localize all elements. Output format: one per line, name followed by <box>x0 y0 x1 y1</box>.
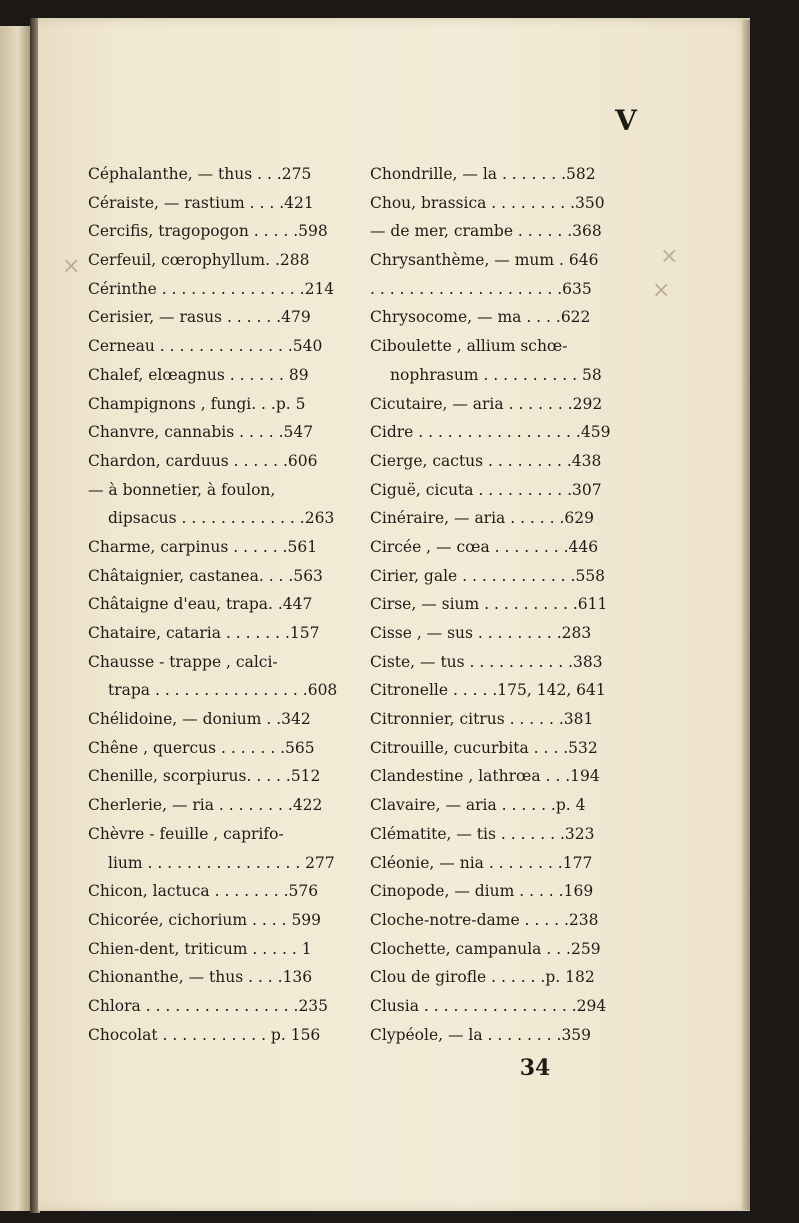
index-entry: Citronelle . . . . .175, 142, 641 <box>370 681 606 700</box>
page-folio: V <box>615 104 637 137</box>
index-entry: Chien-dent, triticum . . . . . 1 <box>88 939 312 958</box>
pencil-mark: × <box>660 244 679 269</box>
index-entry: — de mer, crambe . . . . . .368 <box>370 222 602 241</box>
index-entry: Cicutaire, — aria . . . . . . .292 <box>370 394 603 413</box>
index-entry: Chardon, carduus . . . . . .606 <box>88 451 318 470</box>
index-entry: Cinopode, — dium . . . . .169 <box>370 882 594 901</box>
index-entry: Cléonie, — nia . . . . . . . .177 <box>370 853 593 872</box>
index-entry: Chêne , quercus . . . . . . .565 <box>88 738 315 757</box>
index-entry: Chataire, cataria . . . . . . .157 <box>88 624 320 642</box>
index-entry: Chionanthe, — thus . . . .136 <box>88 968 313 987</box>
index-entry: Cinéraire, — aria . . . . . .629 <box>370 509 595 528</box>
index-entry: Chrysocome, — ma . . . .622 <box>370 308 591 327</box>
index-entry: Chicon, lactuca . . . . . . . .576 <box>88 882 319 901</box>
signature-mark: 34 <box>519 1055 551 1081</box>
index-entry: Cercifis, tragopogon . . . . .598 <box>88 222 328 241</box>
index-entry: lium . . . . . . . . . . . . . . . . 277 <box>108 853 335 872</box>
index-entry: Chou, brassica . . . . . . . . .350 <box>370 193 605 212</box>
index-column-right <box>370 160 640 1049</box>
index-entry: Charme, carpinus . . . . . .561 <box>88 537 318 556</box>
index-entry: Chèvre - feuille , caprifo- <box>88 824 284 843</box>
index-entry: Céraiste, — rastium . . . .421 <box>88 193 314 212</box>
index-entry: Clématite, — tis . . . . . . .323 <box>370 824 595 843</box>
index-entry: Chanvre, cannabis . . . . .547 <box>88 423 314 442</box>
index-column-left <box>88 160 350 1049</box>
index-entry: Chalef, elœagnus . . . . . . 89 <box>88 365 309 384</box>
index-entry: Ciguë, cicuta . . . . . . . . . .307 <box>370 480 602 499</box>
index-entry: Ciboulette , allium schœ- <box>370 337 568 356</box>
index-entry: Clou de girofle . . . . . .p. 182 <box>370 968 595 987</box>
index-entry: Cisse , — sus . . . . . . . . .283 <box>370 624 592 642</box>
index-entry: Champignons , fungi. . .p. 5 <box>88 394 306 413</box>
index-entry: Clypéole, — la . . . . . . . .359 <box>370 1025 592 1044</box>
index-entry: Cloche-notre-dame . . . . .238 <box>370 910 599 929</box>
index-entry: Chocolat . . . . . . . . . . . p. 156 <box>88 1025 321 1044</box>
index-entry: — à bonnetier, à foulon, <box>88 480 276 499</box>
index-entry: Chrysanthème, — mum . 646 <box>370 251 599 270</box>
index-entry: Chenille, scorpiurus. . . . .512 <box>88 767 321 786</box>
index-entry: Cerneau . . . . . . . . . . . . . .540 <box>88 337 323 356</box>
index-entry: Clusia . . . . . . . . . . . . . . . .294 <box>370 996 607 1015</box>
pencil-mark: × <box>652 278 671 303</box>
index-entry: Clandestine , lathrœa . . .194 <box>370 767 600 786</box>
index-entry: Clavaire, — aria . . . . . .p. 4 <box>370 796 586 815</box>
index-entry: Chicorée, cichorium . . . . 599 <box>88 910 322 929</box>
facing-page-edge <box>0 26 30 1211</box>
index-entry: Clochette, campanula . . .259 <box>370 939 601 958</box>
index-entry: nophrasum . . . . . . . . . . 58 <box>390 365 602 384</box>
index-entry: Cirier, gale . . . . . . . . . . . .558 <box>370 566 606 585</box>
index-entry: Cidre . . . . . . . . . . . . . . . . .459 <box>370 423 611 442</box>
index-entry: Châtaignier, castanea. . . .563 <box>88 566 323 585</box>
index-entry: Citrouille, cucurbita . . . .532 <box>370 738 598 757</box>
index-entry: Chausse - trappe , calci- <box>88 652 278 671</box>
page-fore-edge <box>742 20 750 1210</box>
index-entry: . . . . . . . . . . . . . . . . . . . .635 <box>370 279 592 298</box>
index-entry: Circée , — cœa . . . . . . . .446 <box>370 537 599 556</box>
index-entry: Citronnier, citrus . . . . . .381 <box>370 710 594 729</box>
pencil-mark: × <box>62 254 81 279</box>
index-entry: Céphalanthe, — thus . . .275 <box>88 165 312 183</box>
index-entry: Cérinthe . . . . . . . . . . . . . . .214 <box>88 279 335 298</box>
index-entry: Châtaigne d'eau, trapa. .447 <box>88 595 313 614</box>
index-entry: Cherlerie, — ria . . . . . . . .422 <box>88 796 323 815</box>
index-entry: trapa . . . . . . . . . . . . . . . .608 <box>108 681 338 700</box>
index-entry: Cirse, — sium . . . . . . . . . .611 <box>370 595 608 614</box>
index-entry: Cierge, cactus . . . . . . . . .438 <box>370 451 602 470</box>
index-entry: dipsacus . . . . . . . . . . . . .263 <box>108 509 335 528</box>
index-entry: Chondrille, — la . . . . . . .582 <box>370 165 596 183</box>
index-entry: Cerisier, — rasus . . . . . .479 <box>88 308 311 327</box>
index-entry: Chélidoine, — donium . .342 <box>88 710 311 729</box>
index-entry: Cerfeuil, cœrophyllum. .288 <box>88 251 310 270</box>
index-entry: Chlora . . . . . . . . . . . . . . . .235 <box>88 996 329 1015</box>
index-entry: Ciste, — tus . . . . . . . . . . .383 <box>370 652 603 671</box>
